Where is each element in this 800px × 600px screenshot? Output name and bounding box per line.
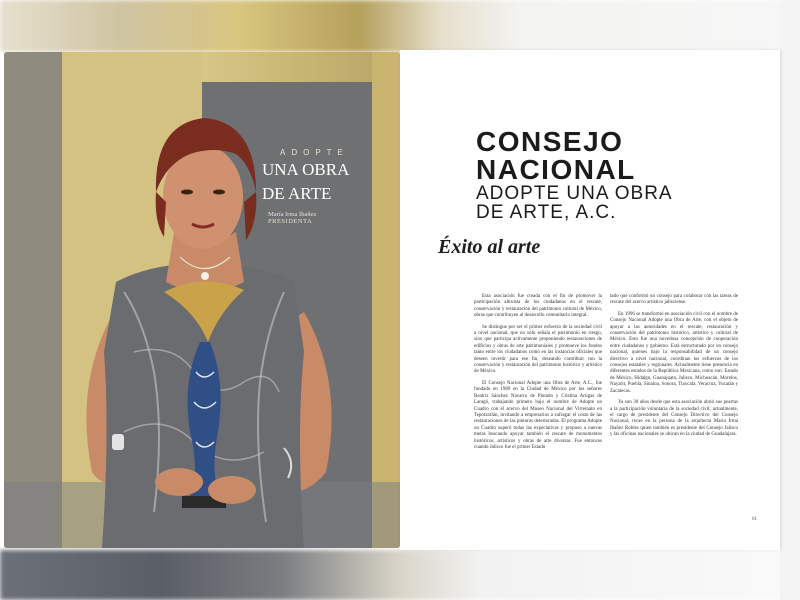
banner-person-role: PRESIDENTA — [268, 218, 313, 225]
left-column — [474, 294, 602, 456]
text-page — [400, 50, 780, 550]
paragraph: Ya son 30 años desde que esta asociación abrió sus puertas a la participación voluntaria de la sociedad civil; actualmente, el cargo de presidente del Consejo Directivo del Consejo Nacional, recae en la persona de la arquitecta María Irma Ibañez Robles quien también es presidente del Consejo Jalisco y las oficinas nacionales se ubican en la ciudad de Guadalajara. — [610, 400, 738, 438]
headline-line1: CONSEJO — [476, 126, 624, 157]
page-number: 61 — [752, 517, 757, 522]
photo-page — [4, 52, 400, 548]
article-headline — [476, 128, 776, 222]
paragraph: Se distingue por ser el primer esfuerzo de la sociedad civil a nivel nacional, que no sólo señala el patrimonio en riesgo, sino que participa activamente proponiendo restauraciones de edificios y obras de arte patrimoniales y promueve los fondos tanto entre los ciudadanos como en las instancias oficiales que deseen invertir para ese fin, deseando contribuir con la conservación y restauración del patrimonio histórico y artístico de México. — [474, 324, 602, 375]
paragraph: El Consejo Nacional Adopte una Obra de Arte, A.C., fue fundado en 1989 en la Ciudad de México por los señores Beatriz Sánchez Navarro de Pintado y Cristina Artigas de Laragó, trabajando primero bajo el nombre de Adopte un Cuadro con el acervo del Museo Nacional del Virreinato en Tepotzotlán, invitando a empresarios a sufragar el costo de las restauraciones de las pinturas deterioradas. El programa Adopte un Cuadro superó todas las expectativas y propuso a nuevas metas buscando apoyar también el rescate de monumentos históricos, artísticos y obras de arte diversas. Fue entonces cuando Jalisco fue el primer Estado — [474, 380, 602, 450]
portrait-photo — [4, 52, 400, 548]
backdrop-bottom — [0, 550, 800, 600]
backdrop-right — [780, 0, 800, 600]
paragraph: Esta asociación fue creada con el fin de promover la participación altruista de los ciudadanos en el rescate, conservación y restauración del patrimonio cultural de México, obras que contribuyen al desarrollo comunitario integral. — [474, 294, 602, 319]
banner-person-name: María Irma Ibañez — [268, 211, 317, 218]
paragraph: tado que conformó un consejo para colaborar con las tareas de rescate del acervo artístico jalisciense. — [610, 294, 738, 306]
banner-text — [262, 148, 372, 225]
article-subtitle: Éxito al arte — [438, 236, 541, 258]
paragraph: En 1996 se transformó en asociación civil con el nombre de Consejo Nacional Adopte una Obra de Arte, con el objeto de apoyar a las autoridades en el rescate, restauración y conservación del patrimonio histórico, artístico y cultural de México. Esto fue una novedosa concepción de cooperación entre ciudadanos y gobierno. Está estructurado por un consejo nacional, quienes bajo la responsabilidad de un consejo directivo a nivel nacional, coordinan los esfuerzos de los consejos estatales y regionales. Actualmente tiene presencia en diferentes estados de la República Mexicana, como son: Estado de México, Hidalgo, Guanajuato, Jalisco, Michoacán, Morelos, Nayarit, Puebla, Sinaloa, Sonora, Tlaxcala, Veracruz, Yucatán y Zacatecas. — [610, 311, 738, 394]
headline-line2: NACIONAL — [476, 154, 636, 185]
banner-adopte: ADOPTE — [280, 148, 349, 157]
headline-line3: ADOPTE UNA OBRA — [476, 183, 673, 204]
backdrop-top — [0, 0, 800, 52]
banner-title-line1: UNA OBRA — [262, 160, 350, 179]
headline-line4: DE ARTE, A.C. — [476, 202, 617, 223]
right-column — [610, 294, 738, 444]
banner-title-line2: DE ARTE — [262, 184, 332, 203]
